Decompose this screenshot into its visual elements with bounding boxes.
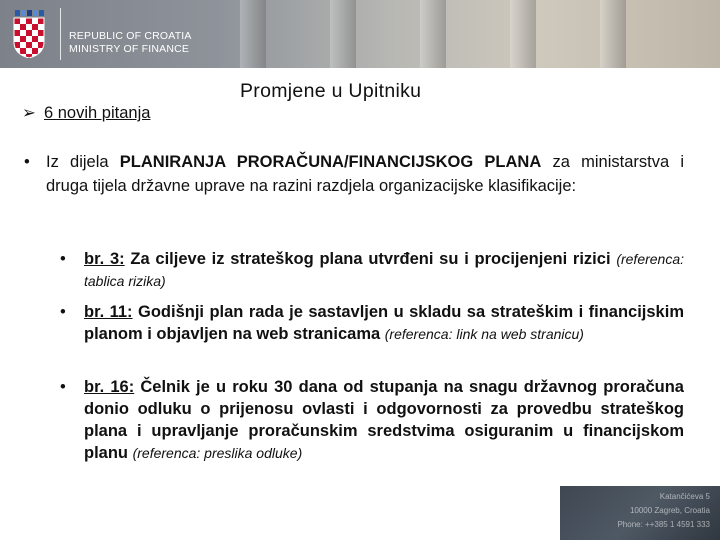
bullet-dot-icon: • — [60, 378, 66, 396]
header-banner — [0, 0, 720, 68]
header-divider — [60, 8, 61, 60]
intro-suffix: za ministarstva i druga tijela državne uprave na razini razdjela organizacijske klasifikacije: — [46, 153, 684, 195]
intro-bold: PLANIRANJA PRORAČUNA/FINANCIJSKOG PLANA — [119, 153, 542, 171]
arrow-bullet-icon: ➢ — [22, 104, 36, 122]
sub-bullet-text: 6 novih pitanja — [44, 104, 151, 122]
bullet-dot-icon: • — [24, 153, 30, 171]
building-column-decoration — [240, 0, 266, 68]
intro-prefix: Iz dijela — [46, 153, 120, 171]
list-item — [60, 376, 684, 464]
list-item — [60, 248, 684, 292]
bullet-dot-icon: • — [60, 303, 66, 321]
item-reference: (referenca: link na web stranicu) — [384, 326, 584, 342]
item-number: br. 11: — [84, 303, 133, 321]
bullet-dot-icon: • — [60, 250, 66, 268]
list-item-text — [84, 376, 684, 464]
intro-text — [46, 150, 684, 198]
ministry-line-1: REPUBLIC OF CROATIA — [69, 30, 192, 42]
building-column-decoration — [600, 0, 626, 68]
footer-address-box — [560, 486, 720, 540]
footer-line-2: 10000 Zagreb, Croatia — [629, 506, 710, 515]
list-item-text — [84, 248, 684, 292]
item-number: br. 16: — [84, 378, 135, 396]
list-item-text — [84, 301, 684, 345]
building-column-decoration — [420, 0, 446, 68]
ministry-name — [69, 30, 192, 56]
footer-line-3: Phone: ++385 1 4591 333 — [617, 520, 710, 529]
footer-line-1: Katančićeva 5 — [659, 492, 710, 501]
item-reference: (referenca: preslika odluke) — [132, 445, 303, 461]
item-text: Za ciljeve iz strateškog plana utvrđeni su i procijenjeni rizici — [124, 250, 617, 268]
item-text: Godišnji plan rada je sastavljen u skladu sa strateškim i financijskim planom i objavljen na web stranicama — [84, 303, 684, 343]
list-item — [60, 301, 684, 345]
building-column-decoration — [330, 0, 356, 68]
slide-title: Promjene u Upitniku — [240, 80, 422, 102]
building-column-decoration — [510, 0, 536, 68]
croatian-coat-of-arms-icon — [13, 10, 45, 58]
intro-paragraph — [24, 150, 684, 198]
item-text: Čelnik je u roku 30 dana od stupanja na snagu državnog proračuna donio odluku o prijenosu ovlasti i odgovornosti za provedbu strateškog plana i upravljanje proračunskim sredstvima osiguranim u financijskom planu — [84, 378, 684, 462]
item-number: br. 3: — [84, 250, 125, 268]
sub-bullet — [22, 103, 150, 123]
item-reference: (referenca: tablica rizika) — [84, 251, 685, 289]
ministry-line-2: MINISTRY OF FINANCE — [69, 43, 190, 55]
